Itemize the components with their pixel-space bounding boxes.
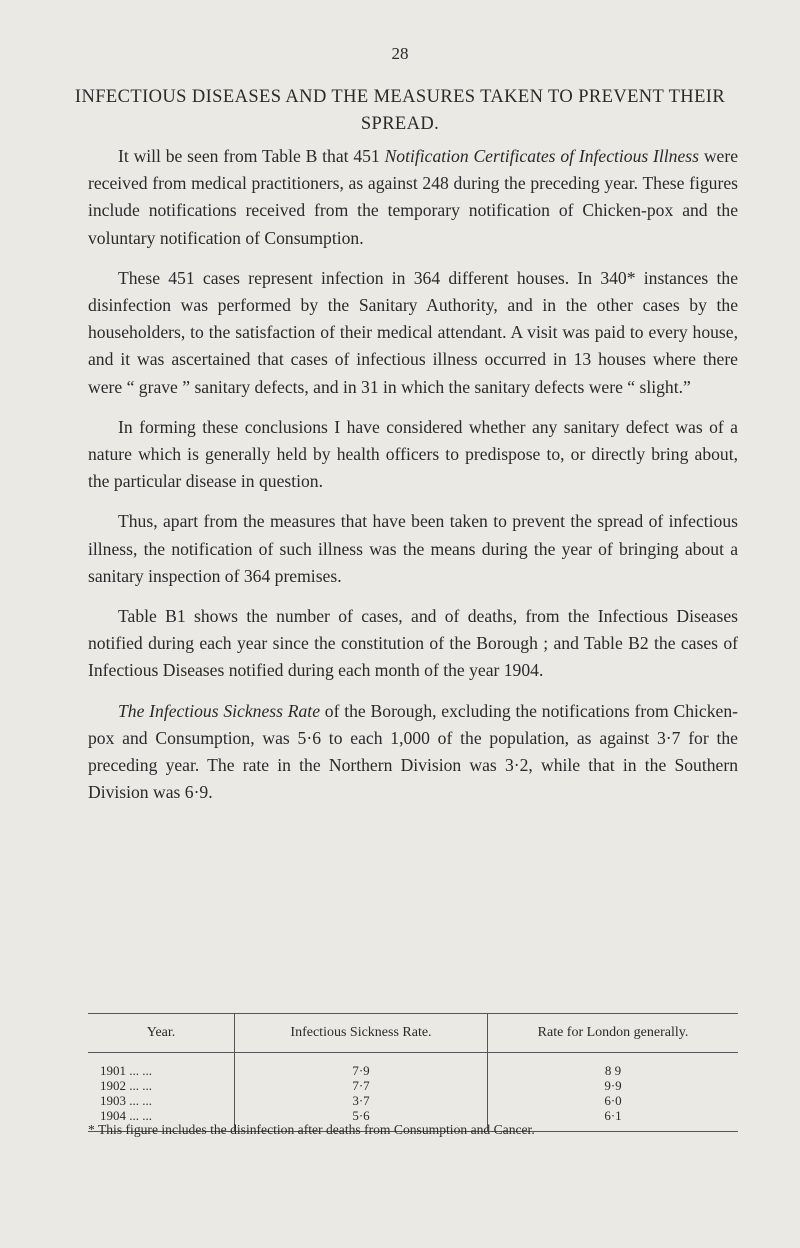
cell-year: 1903 ... ... bbox=[100, 1093, 152, 1108]
emphasis-notification-certificates: Notification Certificates of Infectious Illness bbox=[384, 146, 699, 166]
body-text bbox=[88, 143, 738, 819]
paragraph-4: Thus, apart from the measures that have been taken to prevent the spread of infectious illness, the notification of such illness was the means during the year of bringing about a sanitary inspection of 364 premises. bbox=[88, 511, 738, 586]
rates-table bbox=[88, 1013, 738, 1132]
cell-year: 1904 ... ... bbox=[88, 1108, 235, 1132]
cell-london: 9·9 bbox=[488, 1078, 739, 1093]
cell-london: 6·1 bbox=[488, 1108, 739, 1132]
cell-london: 8 9 bbox=[488, 1053, 739, 1079]
paragraph-2: These 451 cases represent infection in 364 different houses. In 340* instances the disinfection was performed by the Sanitary Authority, and in the other cases by the householders, to the satisfaction of their medical attendant. A visit was paid to every house, and it was ascertained that cases of infectious illness occurred in 13 houses where there were “ grave ” sanitary defects, and in 31 in which the sanitary defects were “ slight.” bbox=[88, 267, 738, 397]
header-year: Year. bbox=[88, 1014, 235, 1053]
emphasis-sickness-rate: The Infectious Sickness Rate bbox=[118, 700, 320, 721]
cell-rate: 7·7 bbox=[235, 1078, 488, 1093]
cell-rate: 3·7 bbox=[235, 1093, 488, 1108]
footnote: * This figure includes the disinfection after deaths from Consumption and Cancer. bbox=[88, 1122, 535, 1137]
table-row bbox=[88, 1093, 738, 1108]
cell-london: 6·0 bbox=[488, 1093, 739, 1108]
page-number: 28 bbox=[391, 44, 409, 63]
cell-rate: 5·6 bbox=[235, 1108, 488, 1132]
paragraph-1: It will be seen from Table B that 451 Notification Certificates of Infectious Illness were received from medical practitioners, as against 248 during the preceding year. These figures include notifications received from the temporary notification of Chicken-pox and the voluntary notification of Consumption. bbox=[88, 146, 739, 248]
table-header-row bbox=[88, 1014, 738, 1053]
cell-year: 1902 ... ... bbox=[100, 1078, 152, 1093]
header-infectious-rate: Infectious Sickness Rate. bbox=[235, 1014, 488, 1053]
paragraph-5: Table B1 shows the number of cases, and of deaths, from the Infectious Diseases notified during each year since the constitution of the Borough ; and Table B2 the cases of Infectious Diseases notified during each month of the year 1904. bbox=[88, 606, 738, 681]
table-row bbox=[88, 1053, 738, 1079]
paragraph-6: The Infectious Sickness Rate of the Borough, excluding the notifications from Chicken-pox and Consumption, was 5·6 to each 1,000 of the population, as against 3·7 for the preceding year. The rate in the Northern Division was 3·2, while that in the Southern Division was 6·9. bbox=[88, 700, 738, 803]
table-row bbox=[88, 1078, 738, 1093]
page-title: INFECTIOUS DISEASES AND THE MEASURES TAKEN TO PREVENT THEIR SPREAD. bbox=[74, 87, 726, 134]
cell-year: 1901 ... ... bbox=[100, 1063, 152, 1078]
header-london-rate: Rate for London generally. bbox=[488, 1014, 739, 1053]
cell-rate: 7·9 bbox=[235, 1053, 488, 1079]
paragraph-3: In forming these conclusions I have considered whether any sanitary defect was of a nature which is generally held by health officers to predispose to, or directly bring about, the particular disease in question. bbox=[88, 416, 738, 492]
